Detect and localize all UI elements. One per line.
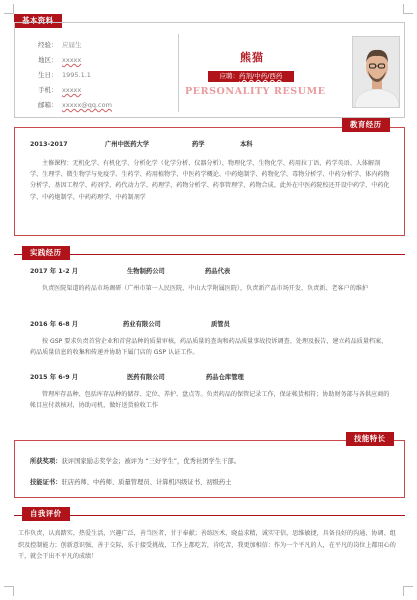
info-birthday: 生日： 1995.1.1: [38, 71, 91, 79]
candidate-name: 熊猫: [240, 51, 264, 64]
position-badge: 应聘：药剂/中药/西药: [208, 71, 294, 82]
skills-awards: 所获奖项：获评国家励志奖学金；被评为 “三好学生”，优秀社团学生干部。: [30, 458, 241, 465]
crop-mark-bottom-left: [4, 586, 14, 596]
practice-section-line: [14, 254, 405, 255]
info-email: 邮箱： xxxxx@qq.com: [38, 101, 112, 109]
education-period: 2013-2017: [30, 141, 68, 148]
section-title-skills: 技能特长: [346, 432, 394, 446]
practice-2-title: 质管员: [211, 321, 230, 328]
section-title-basic: 基本资料: [14, 14, 62, 28]
section-title-practice: 实践经历: [22, 246, 70, 260]
info-experience: 经验： 应届生: [38, 41, 82, 49]
self-eval-section-line: [14, 515, 405, 516]
education-school: 广州中医药大学: [105, 141, 150, 148]
practice-1-desc: 负责医院渠道的药品市场调研（广州市第一人民医院、中山大学附属医院），负责新产品市场开发、负责新、老客户的维护: [42, 285, 369, 292]
header-divider: [178, 34, 179, 112]
self-eval-text: 工作负责，认真踏实，热爱生活，兴趣广泛，善当医者，甘于奉献；善练医术，晓益求精，诚实守信，思维敏捷，具备良好的沟通、协调、组织及控制能力；创新意识强，善于交际，乐于接受挑战，工作上都吃苦，肯吃苦，我更加相信：作为一个平凡的人，在平凡的岗位上都用心的干，就会干出不平凡的成绩！: [18, 530, 396, 561]
skills-certs: 技能证书：驻店药师、中药师、质量管理员、计算机四级证书、初级药士: [30, 479, 232, 486]
practice-1-period: 2017 年 1-2 月: [30, 268, 79, 275]
avatar-photo: [352, 36, 400, 108]
education-major: 药学: [192, 141, 205, 148]
practice-3-title: 药品仓库管理: [206, 374, 244, 381]
practice-3-desc: 管理库存品种、包括库存品种的储存、定位、养护、盘点等。负责药品的保管记录工作，保证帐货相符；协助财务部与各供应商的帐目应付款核对，协助司机，做好送货验收工作: [30, 391, 390, 410]
practice-row-2: [30, 320, 390, 332]
practice-2-desc: 按 GSP 要求负责首营企业和首营品种的质量审核，药品质量的查询和药品质量事故投诉调查、处理及报告，建立药品质量档案，药品质量信息的收集和传递并协助下属门店的 GSP 认证工作。: [30, 338, 388, 357]
crop-mark-bottom-right: [403, 586, 413, 596]
practice-1-title: 药品代表: [205, 268, 231, 275]
education-row: [30, 140, 390, 152]
info-phone: 手机： xxxxx: [38, 86, 82, 94]
practice-1-company: 生物制药公司: [127, 268, 165, 275]
education-courses: 主修课程：无机化学、有机化学、分析化学（化学分析、仪器分析）、物理化学、生物化学、药用拉丁语、药学英语、人体解剖学、生理学、微生物学与免疫学、生药学、药用植物学、中医药学概论、中药炮制学、药物化学、毒物分析学、中药分析学、体内药物分析学、基因工程学、药剂学、药代动力学、药理学、药物分析学、药事管理学、药物合成、此外在中医药院校还开设中药学、中药化学、中药炮制学、中药药理学、中药制剂学: [30, 160, 390, 201]
section-title-self-eval: 自我评价: [22, 507, 70, 521]
practice-3-company: 医药有限公司: [127, 374, 165, 381]
skills-box: [14, 440, 405, 498]
crop-mark-top-left: [4, 4, 14, 14]
practice-row-1: [30, 267, 390, 279]
education-degree: 本科: [240, 141, 253, 148]
practice-2-company: 药业有限公司: [123, 321, 161, 328]
section-title-education: 教育经历: [342, 118, 390, 132]
crop-mark-top-right: [403, 4, 413, 14]
personality-resume-title: PERSONALITY RESUME: [185, 86, 326, 97]
practice-row-3: [30, 373, 390, 385]
practice-3-period: 2015 年 6-9 月: [30, 374, 79, 381]
practice-2-period: 2016 年 6-8 月: [30, 321, 79, 328]
info-region: 地区： xxxxx: [38, 56, 82, 64]
